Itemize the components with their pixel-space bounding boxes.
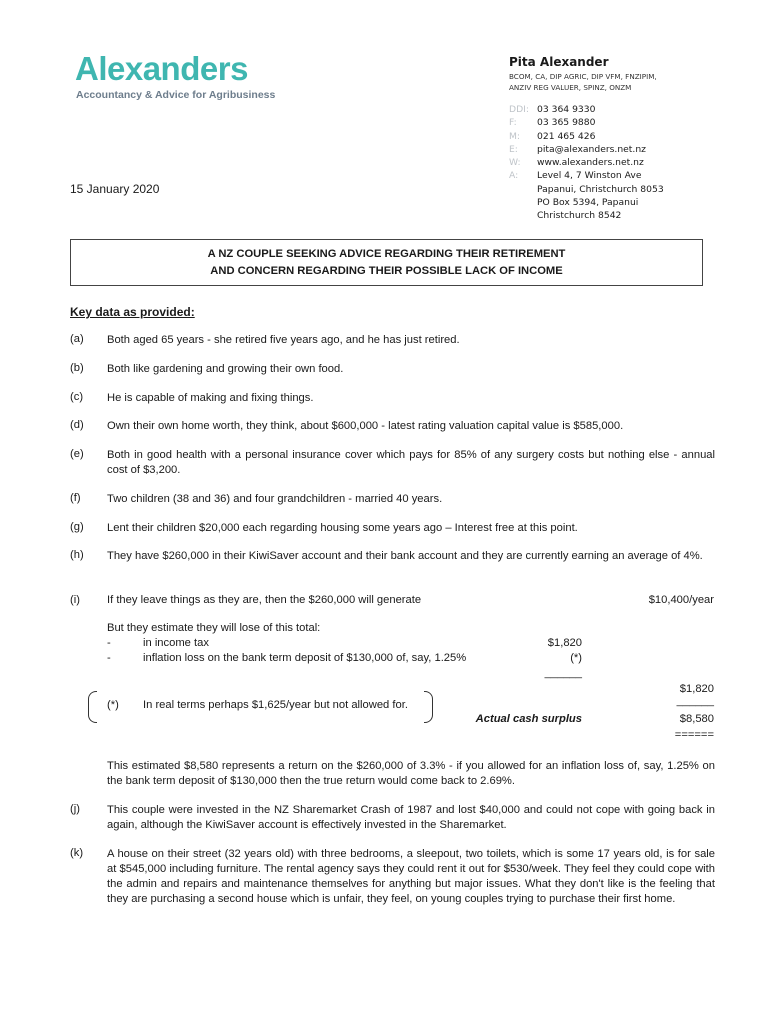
left-bracket: [88, 691, 97, 723]
bullet-dash: -: [107, 652, 111, 664]
contact-label: M:: [509, 130, 521, 142]
return-explanation: This estimated $8,580 represents a return on the $260,000 of 3.3% - if you allowed for an inflation loss of, say, 1.25% on the bank term deposit of $130,000 then the true return would come back to 2.69%.: [107, 760, 715, 787]
bullet-dash: -: [107, 637, 111, 649]
income-tax-amount: $1,820: [547, 637, 582, 649]
contact-block: [509, 103, 664, 223]
item-text: Two children (38 and 36) and four grandchildren - married 40 years.: [107, 493, 443, 505]
item-text: Own their own home worth, they think, about $600,000 - latest rating valuation capital value is $585,000.: [107, 420, 624, 432]
item-text: This couple were invested in the NZ Sharemarket Crash of 1987 and lost $40,000 and could not cope with going back in again, although the KiwiSaver account is effectively invested in the Sharemarket.: [107, 804, 715, 831]
inflation-amount: (*): [570, 652, 582, 664]
contact-label: [509, 183, 537, 196]
double-underline: ======: [674, 729, 714, 741]
item-label: (i): [70, 594, 80, 606]
item-label: (b): [70, 362, 84, 374]
item-label: (k): [70, 847, 84, 859]
company-logo: Alexanders: [75, 50, 248, 87]
item-label: (a): [70, 333, 84, 345]
item-text: Both in good health with a personal insurance cover which pays for 85% of any surgery costs but nothing else - annual cost of $3,200.: [107, 449, 715, 476]
letter-date: 15 January 2020: [70, 182, 160, 196]
item-label: (j): [70, 803, 80, 815]
contact-value: PO Box 5394, Papanui: [537, 197, 639, 209]
income-tax-label: in income tax: [143, 637, 209, 649]
surplus-amount: $8,580: [679, 713, 714, 725]
contact-label: [509, 209, 537, 222]
item-label: (e): [70, 448, 84, 460]
subtotal-underline: ______: [544, 667, 582, 679]
generate-amount: $10,400/year: [648, 594, 714, 606]
contact-website[interactable]: www.alexanders.net.nz: [537, 157, 644, 169]
contact-label: E:: [509, 143, 518, 155]
contact-email[interactable]: pita@alexanders.net.nz: [537, 143, 646, 155]
item-label: (f): [70, 492, 81, 504]
contact-row: [509, 116, 664, 129]
note-text: In real terms perhaps $1,625/year but not allowed for.: [143, 699, 408, 711]
contact-row: [509, 196, 664, 209]
contact-row: [509, 169, 664, 182]
qualifications-line-1: BCOM, CA, DIP AGRIC, DIP VFM, FNZIPIM,: [509, 72, 657, 81]
right-bracket: [424, 691, 433, 723]
contact-label: F:: [509, 117, 517, 129]
total-underline: ______: [676, 695, 714, 707]
item-text: If they leave things as they are, then the $260,000 will generate: [107, 594, 422, 606]
inflation-label: inflation loss on the bank term deposit of $130,000 of, say, 1.25%: [143, 652, 467, 664]
item-label: (h): [70, 549, 84, 561]
contact-row: [509, 143, 664, 156]
author-name: Pita Alexander: [509, 55, 609, 69]
item-text: A house on their street (32 years old) with three bedrooms, a sleepout, two toilets, which is some 17 years old, is for sale at $545,000 including furniture. The rental agency says they could rent it out for $530/week. They feel they could cope with the admin and repairs and maintenance themselves for anything but major issues. What they don't like is the feeling that they are purchasing a second house which is unfair, they feel, on young couples trying to purchase their first home.: [107, 848, 715, 905]
contact-label: W:: [509, 157, 521, 169]
item-label: (d): [70, 419, 84, 431]
contact-value: 03 364 9330: [537, 104, 596, 115]
contact-value: Christchurch 8542: [537, 210, 622, 222]
item-label: (c): [70, 391, 84, 403]
qualifications-line-2: ANZIV REG VALUER, SPINZ, ONZM: [509, 83, 632, 92]
item-text: Both like gardening and growing their own food.: [107, 363, 344, 375]
note-star: (*): [107, 699, 119, 711]
contact-row: [509, 103, 664, 116]
contact-value: 021 465 426: [537, 130, 596, 142]
contact-label: A:: [509, 170, 519, 182]
contact-row: [509, 209, 664, 222]
surplus-label: Actual cash surplus: [475, 713, 582, 725]
title-line-2: AND CONCERN REGARDING THEIR POSSIBLE LACK OF INCOME: [210, 264, 563, 277]
total-loss-amount: $1,820: [679, 683, 714, 695]
contact-row: [509, 183, 664, 196]
contact-label: DDI:: [509, 104, 529, 115]
contact-row: [509, 156, 664, 169]
item-text: Lent their children $20,000 each regarding housing some years ago – Interest free at this point.: [107, 522, 578, 534]
author-qualifications: [509, 71, 657, 93]
contact-value: Papanui, Christchurch 8053: [537, 183, 664, 195]
contact-value: Level 4, 7 Winston Ave: [537, 170, 642, 182]
section-heading: Key data as provided:: [70, 305, 195, 319]
item-text: They have $260,000 in their KiwiSaver account and their bank account and they are currently earning an average of 4%.: [107, 550, 703, 562]
document-title: [70, 239, 703, 286]
item-label: (g): [70, 521, 84, 533]
contact-value: 03 365 9880: [537, 117, 596, 129]
company-tagline: Accountancy & Advice for Agribusiness: [76, 89, 276, 101]
contact-row: [509, 130, 664, 143]
item-text: He is capable of making and fixing things.: [107, 392, 314, 404]
title-line-1: A NZ COUPLE SEEKING ADVICE REGARDING THEIR RETIREMENT: [207, 247, 566, 260]
contact-label: [509, 196, 537, 209]
loss-intro: But they estimate they will lose of this total:: [107, 622, 321, 634]
item-text: Both aged 65 years - she retired five years ago, and he has just retired.: [107, 334, 460, 346]
